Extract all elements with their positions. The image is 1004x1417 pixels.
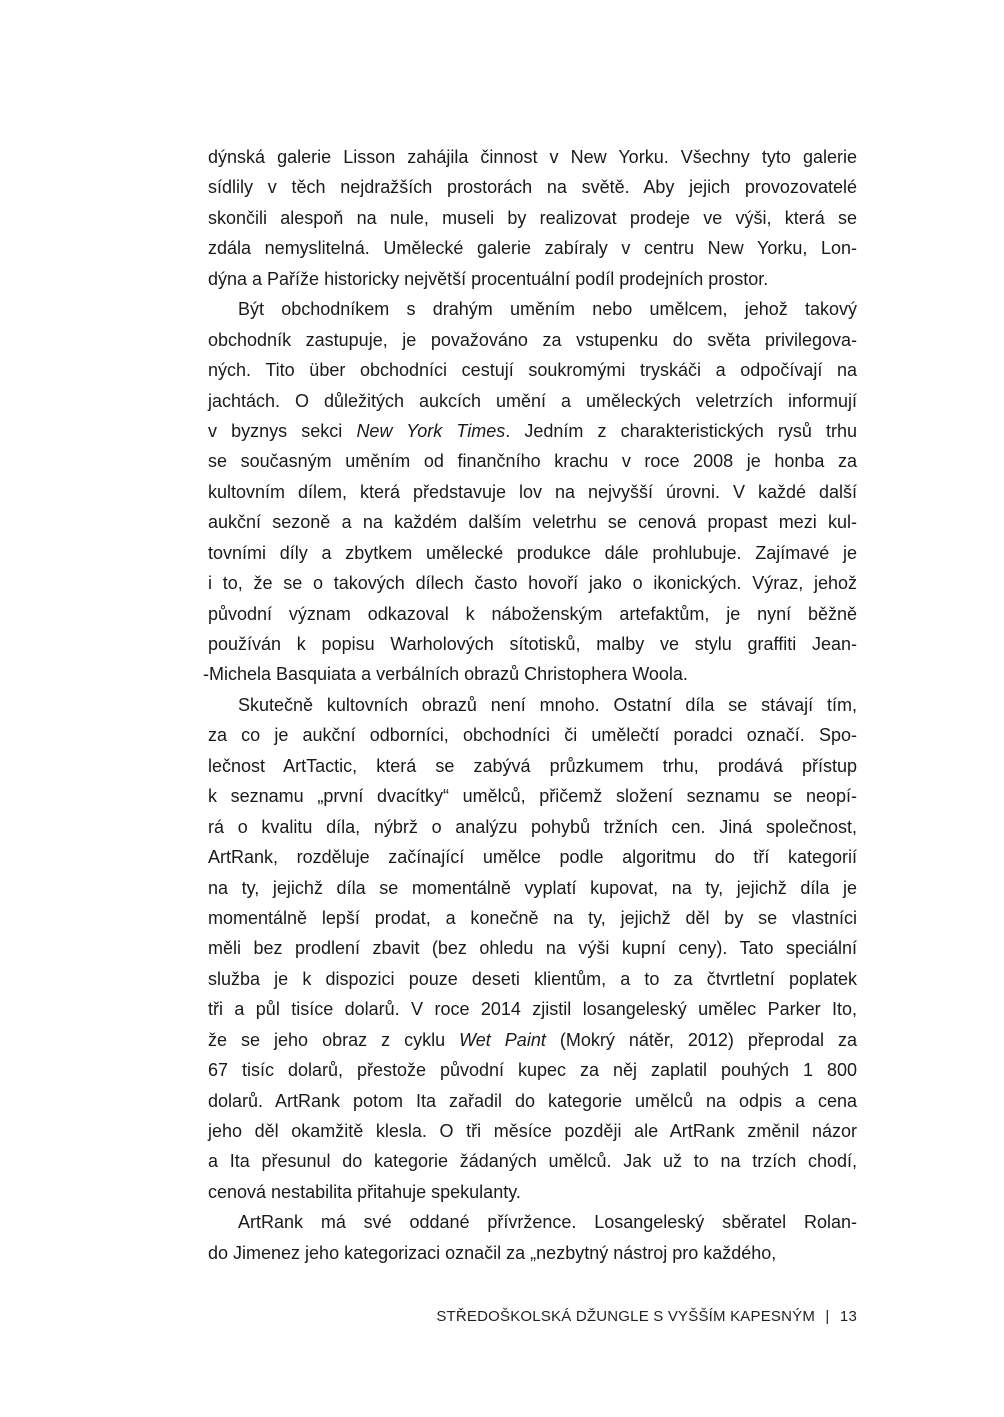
paragraph <box>208 690 857 1207</box>
text-line: a Ita přesunul do kategorie žádaných umělců. Jak už to na trzích chodí, <box>208 1151 857 1172</box>
text-line: jachtách. O důležitých aukcích umění a uměleckých veletrzích informují <box>208 390 857 411</box>
text-segment: že se jeho obraz z cyklu <box>208 1029 460 1050</box>
text-line: Skutečně kultovních obrazů není mnoho. Ostatní díla se stávají tím, <box>238 694 857 715</box>
text-line: ArtRank má své oddané přívržence. Losangeleský sběratel Rolan- <box>238 1212 857 1233</box>
text-line: dýna a Paříže historicky největší procentuální podíl prodejních prostor. <box>208 268 769 289</box>
footer-separator: | <box>825 1308 830 1325</box>
text-line: na ty, jejichž díla se momentálně vyplatí kupovat, na ty, jejichž díla je <box>208 877 857 898</box>
text-line: se současným uměním od finančního krachu v roce 2008 je honba za <box>208 451 857 472</box>
text-line: používán k popisu Warholových sítotisků, malby ve stylu graffiti Jean- <box>208 634 857 654</box>
text-segment: (Mokrý nátěr, 2012) přeprodal za <box>545 1029 857 1050</box>
text-line: cenová nestabilita přitahuje spekulanty. <box>208 1181 521 1202</box>
text-line: ných. Tito über obchodníci cestují soukromými tryskáči a odpočívají na <box>208 360 857 381</box>
text-line: kultovním dílem, která představuje lov na nejvyšší úrovni. V každé další <box>208 481 857 502</box>
text-line: tři a půl tisíce dolarů. V roce 2014 zjistil losangeleský umělec Parker Ito, <box>208 999 857 1020</box>
text-line: zdála nemyslitelná. Umělecké galerie zabíraly v centru New Yorku, Lon- <box>208 238 857 259</box>
text-line: sídlily v těch nejdražších prostorách na světě. Aby jejich provozovatelé <box>208 177 857 198</box>
running-title: STŘEDOŠKOLSKÁ DŽUNGLE S VYŠŠÍM KAPESNÝM <box>436 1308 816 1325</box>
text-line: Být obchodníkem s drahým uměním nebo umělcem, jehož takový <box>238 299 857 320</box>
text-line: měli bez prodlení zbavit (bez ohledu na výši kupní ceny). Tato speciální <box>208 938 857 959</box>
text-line: dýnská galerie Lisson zahájila činnost v New Yorku. Všechny tyto galerie <box>208 147 857 167</box>
text-line: tovními díly a zbytkem umělecké produkce dále prohlubuje. Zajímavé je <box>208 542 857 563</box>
text-line: aukční sezoně a na každém dalším veletrhu se cenová propast mezi kul- <box>208 512 857 533</box>
text-line: -Michela Basquiata a verbálních obrazů Christophera Woola. <box>203 664 688 685</box>
page-number: 13 <box>839 1308 857 1325</box>
text-line: 67 tisíc dolarů, přestože původní kupec za něj zaplatil pouhých 1 800 <box>208 1060 857 1081</box>
text-line: za co je aukční odborníci, obchodníci či umělečtí poradci označí. Spo- <box>208 725 857 746</box>
text-line: do Jimenez jeho kategorizaci označil za „nezbytný nástroj pro každého, <box>208 1242 777 1263</box>
text-segment: v byznys sekci <box>208 420 357 441</box>
paragraph <box>208 1207 857 1268</box>
text-line: služba je k dispozici pouze deseti klientům, a to za čtvrtletní poplatek <box>208 968 857 989</box>
text-line: lečnost ArtTactic, která se zabývá průzkumem trhu, prodává přístup <box>208 755 857 776</box>
paragraph <box>203 294 857 690</box>
text-line: skončili alespoň na nule, museli by realizovat prodeje ve výši, která se <box>208 207 857 228</box>
text-line <box>208 416 857 446</box>
paragraph <box>208 142 857 294</box>
text-line: k seznamu „první dvacítky“ umělců, přičemž složení seznamu se neopí- <box>208 786 857 807</box>
page-footer <box>436 1308 857 1325</box>
text-line <box>208 1025 857 1055</box>
text-line: rá o kvalitu díla, nýbrž o analýzu pohybů tržních cen. Jiná společnost, <box>208 816 857 837</box>
text-line: původní význam odkazoval k náboženským artefaktům, je nyní běžně <box>208 603 857 624</box>
text-segment: . Jedním z charakteristických rysů trhu <box>505 420 857 441</box>
text-line: momentálně lepší prodat, a konečně na ty, jejichž děl by se vlastníci <box>208 907 857 928</box>
body-text <box>203 142 857 1268</box>
text-line: dolarů. ArtRank potom Ita zařadil do kategorie umělců na odpis a cena <box>208 1090 857 1111</box>
italic-title: Wet Paint <box>459 1029 546 1050</box>
text-line: i to, že se o takových dílech často hovoří jako o ikonických. Výraz, jehož <box>208 573 857 594</box>
text-line: ArtRank, rozděluje začínající umělce podle algoritmu do tří kategorií <box>208 847 857 868</box>
italic-title: New York Times <box>356 420 506 441</box>
text-line: obchodník zastupuje, je považováno za vstupenku do světa privilegova- <box>208 329 857 350</box>
text-line: jeho děl okamžitě klesla. O tři měsíce později ale ArtRank změnil názor <box>208 1121 857 1141</box>
